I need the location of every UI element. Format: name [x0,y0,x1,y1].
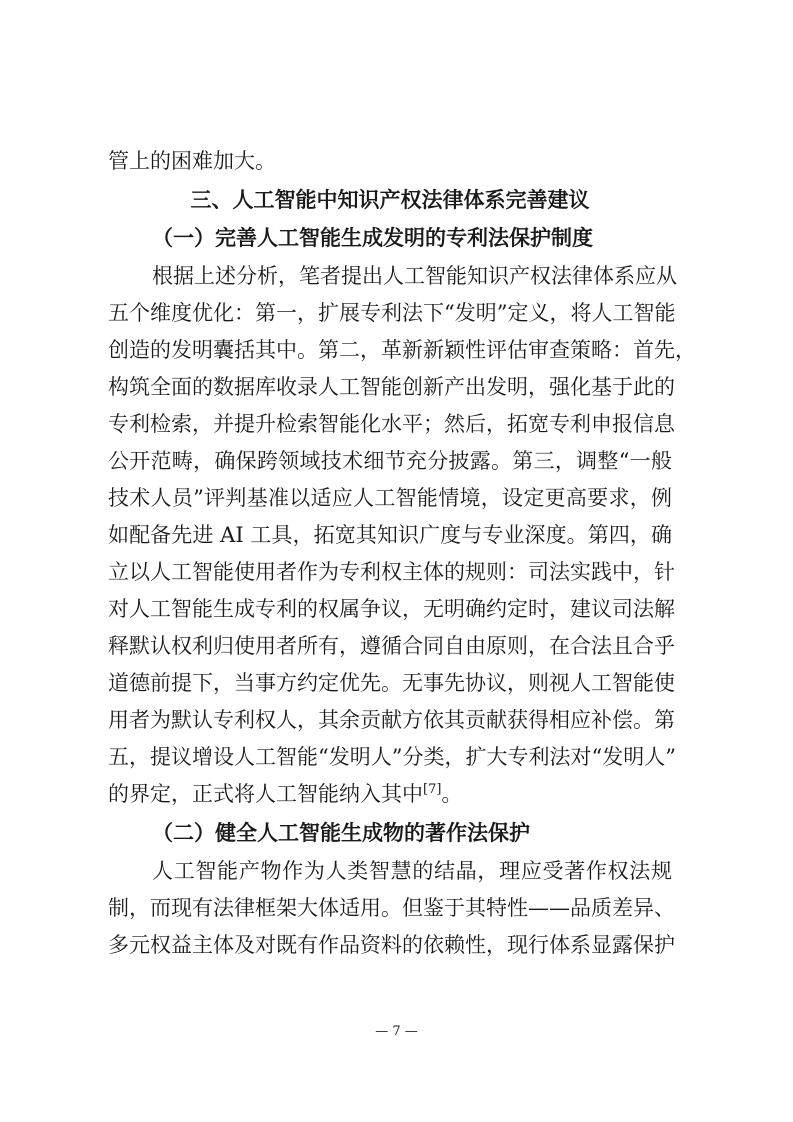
subsection-title-2: （二）健全人工智能生成物的著作法保护 [152,820,530,845]
text-line: 多元权益主体及对既有作品资料的依赖性，现行体系显露保护 [108,933,675,957]
text-line: 专利检索，并提升检索智能化水平；然后，拓宽专利申报信息 [108,412,675,436]
text-line: 创造的发明囊括其中。第二，革新新颖性评估审查策略：首先， [108,338,696,362]
text-line: 用者为默认专利权人，其余贡献方依其贡献获得相应补偿。第 [108,708,675,732]
text-fragment: 的界定，正式将人工智能纳入其中 [108,782,423,806]
text-line: 构筑全面的数据库收录人工智能创新产出发明，强化基于此的 [108,375,675,399]
section-title: 三、人工智能中知识产权法律体系完善建议 [190,188,590,212]
text-line: 根据上述分析，笔者提出人工智能知识产权法律体系应从 [152,264,677,288]
text-line: 释默认权利归使用者所有，遵循合同自由原则，在合法且合乎 [108,634,675,658]
text-line: 公开范畴，确保跨领域技术细节充分披露。第三，调整“一般 [108,449,672,473]
text-line: 立以人工智能使用者作为专利权主体的规则：司法实践中，针 [108,560,675,584]
citation-ref: [7] [423,782,442,797]
text-line: 如配备先进 AI 工具，拓宽其知识广度与专业深度。第四，确 [108,523,672,547]
subsection-title-1: （一）完善人工智能生成发明的专利法保护制度 [152,225,593,250]
text-line: 技术人员”评判基准以适应人工智能情境，设定更高要求，例 [108,486,672,510]
text-line: 五，提议增设人工智能“发明人”分类，扩大专利法对“发明人” [108,745,676,769]
text-fragment: 。 [441,782,463,806]
text-line: 道德前提下，当事方约定优先。无事先协议，则视人工智能使 [108,671,675,695]
text-line: 对人工智能生成专利的权属争议，无明确约定时，建议司法解 [108,597,675,621]
text-line: 五个维度优化：第一，扩展专利法下“发明”定义，将人工智能 [108,301,676,325]
page-number: — 7 — [375,1024,418,1039]
text-line: 制，而现有法律框架大体适用。但鉴于其特性——品质差异、 [108,896,675,920]
text-line: 管上的困难加大。 [108,149,276,173]
text-line: 人工智能产物作为人类智慧的结晶，理应受著作权法规 [152,859,672,883]
text-line [108,779,672,809]
